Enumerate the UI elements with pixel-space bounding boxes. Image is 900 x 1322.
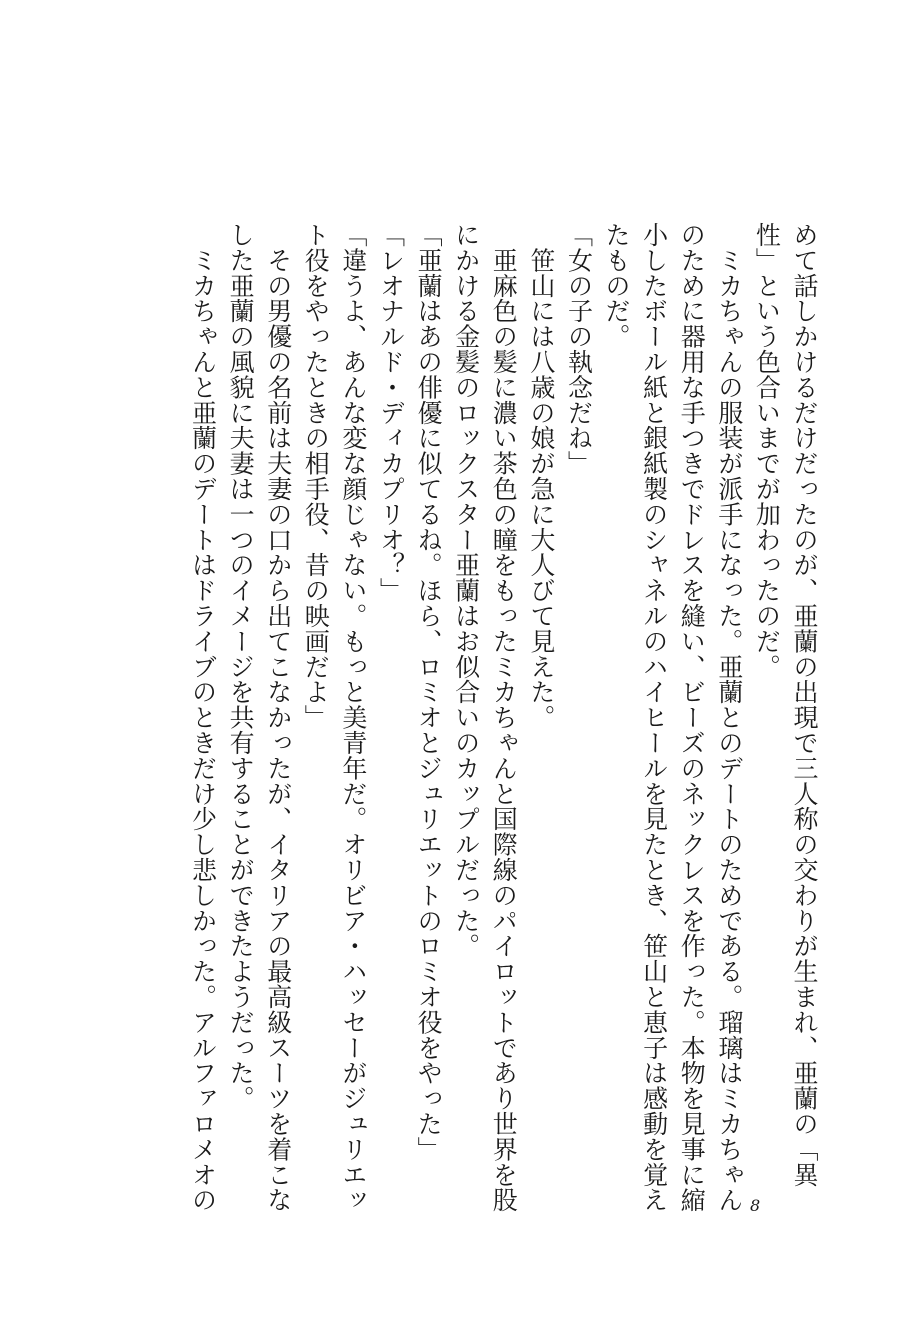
text-line: 「女の子の執念だね」: [564, 222, 594, 476]
text-line: 小したボール紙と銀紙製のシャネルのハイヒールを見たとき、笹山と恵子は感動を覚え: [639, 222, 669, 1213]
text-line: 笹山には八歳の娘が急に大人びて見えた。: [526, 222, 556, 730]
vertical-text-body: [184, 222, 823, 1213]
text-line: にかける金髪のロックスター亜蘭はお似合いのカップルだった。: [451, 222, 481, 959]
text-line: 「違うよ、あんな変な顔じゃない。もっと美青年だ。オリビア・ハッセーがジュリエッ: [338, 222, 368, 1213]
text-line: 亜麻色の髪に濃い茶色の瞳をもったミカちゃんと国際線のパイロットであり世界を股: [489, 222, 519, 1213]
text-line: ミカちゃんと亜蘭のデートはドライブのときだけ少し悲しかった。アルファロメオの: [188, 222, 218, 1213]
text-line: たものだ。: [602, 222, 632, 349]
text-line: 「レオナルド・ディカプリオ？」: [376, 222, 406, 603]
text-line: した亜蘭の風貌に夫妻は一つのイメージを共有することができたようだった。: [226, 222, 256, 1111]
text-line: ミカちゃんの服装が派手になった。亜蘭とのデートのためである。瑠璃はミカちゃん: [714, 222, 744, 1213]
text-line: めて話しかけるだけだったのが、亜蘭の出現で三人称の交わりが生まれ、亜蘭の「異: [790, 222, 819, 1188]
page-number: 8: [750, 1196, 761, 1215]
text-line: のために器用な手つきでドレスを縫い、ビーズのネックレスを作った。本物を見事に縮: [677, 222, 707, 1213]
text-line: その男優の名前は夫妻の口から出てこなかったが、イタリアの最高級スーツを着こな: [263, 222, 293, 1213]
text-line: ト役をやったときの相手役、昔の映画だよ」: [301, 222, 331, 730]
text-line: 性」という色合いまでが加わったのだ。: [752, 222, 782, 680]
text-line: 「亜蘭はあの俳優に似てるね。ほら、ロミオとジュリエットのロミオ役をやった」: [414, 222, 444, 1162]
